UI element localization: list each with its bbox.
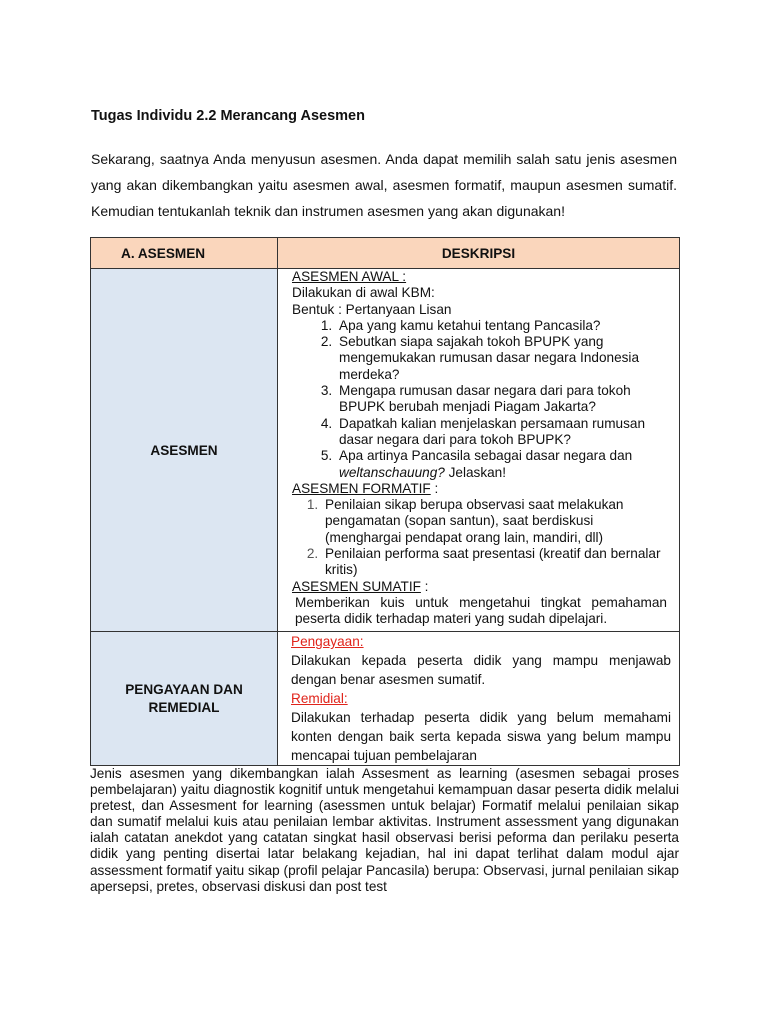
asesmen-sumatif-text: Memberikan kuis untuk mengetahui tingkat pemahaman peserta didik terhadap materi yang sudah dipelajari. <box>295 594 667 627</box>
colon: : <box>420 578 429 594</box>
asesmen-formatif-heading-line <box>292 481 667 497</box>
colon: : <box>430 480 439 496</box>
table-row <box>91 269 680 632</box>
row-label-line1: PENGAYAAN DAN <box>125 682 243 697</box>
asesmen-sumatif-heading-line <box>292 579 667 595</box>
formatif-list <box>292 497 667 578</box>
remedial-heading: Remidial: <box>291 691 348 706</box>
pengayaan-text: Dilakukan kepada peserta didik yang mampu menjawab dengan benar asesmen sumatif. <box>291 653 671 687</box>
remedial-text: Dilakukan terhadap peserta didik yang belum memahami konten dengan baik serta kepada siswa yang belum mampu mencapai tujuan pembelajaran <box>291 710 671 763</box>
list-item: 1. Apa yang kamu ketahui tentang Pancasila? <box>336 318 667 334</box>
row-label-line2: REMEDIAL <box>148 700 220 715</box>
header-deskripsi: DESKRIPSI <box>278 238 680 269</box>
asesmen-awal-heading: ASESMEN AWAL : <box>292 269 407 284</box>
list-item: 2. Sebutkan siapa sajakah tokoh BPUPK yang mengemukakan rumusan dasar negara Indonesia merdeka? <box>336 334 667 383</box>
asesmen-awal-line1: Dilakukan di awal KBM: <box>292 285 435 301</box>
row-label-pengayaan-remedial <box>91 632 278 766</box>
table-header-row <box>91 238 680 269</box>
footer-paragraph: Jenis asesmen yang dikembangkan ialah Assesment as learning (asesmen sebagai proses pembelajaran) yaitu diagnostik kognitif untuk mengetahui kemampuan dasar peserta didik melalui pretest, dan Assesment for learning (asessmen untuk belajar) Formatif melalui penilaian sikap dan sumatif melalui kuis atau penilaian lembar aktivitas. Instrument assessment yang digunakan ialah catatan anekdot yang catatan singkat hasil observasi berisi peforma dan perilaku peserta didik yang penting disertai latar belakang kejadian, hal ini dapat terlihat dalam modul ajar assessment formatif yaitu sikap (profil pelajar Pancasila) berupa: Observasi, jurnal penilaian sikap apersepsi, pretes, observasi diskusi dan post test <box>90 766 679 894</box>
page-title: Tugas Individu 2.2 Merancang Asesmen <box>91 108 365 124</box>
intro-paragraph: Sekarang, saatnya Anda menyusun asesmen. Anda dapat memilih salah satu jenis asesmen yang akan dikembangkan yaitu asesmen awal, asesmen formatif, maupun asesmen sumatif. Kemudian tentukanlah teknik dan instrumen asesmen yang akan digunakan! <box>91 151 677 219</box>
q5-tail: Jelaskan! <box>444 464 507 480</box>
list-item: 4. Dapatkah kalian menjelaskan persamaan rumusan dasar negara dari para tokoh BPUPK? <box>336 416 667 449</box>
question-list <box>292 318 667 481</box>
row-label-asesmen: ASESMEN <box>91 269 278 632</box>
table-row <box>91 632 680 766</box>
header-asesmen: A. ASESMEN <box>91 238 278 269</box>
pengayaan-remedial-description <box>278 632 680 766</box>
asesmen-table <box>90 237 680 766</box>
list-item: 3. Mengapa rumusan dasar negara dari para tokoh BPUPK berubah menjadi Piagam Jakarta? <box>336 383 667 416</box>
pengayaan-heading: Pengayaan: <box>291 634 364 649</box>
list-item: 2. Penilaian performa saat presentasi (kreatif dan bernalar kritis) <box>322 546 667 579</box>
q5-italic-term: weltanschauung? <box>339 464 445 480</box>
q5-text: Apa artinya Pancasila sebagai dasar negara dan <box>339 448 633 464</box>
asesmen-awal-line2: Bentuk : Pertanyaan Lisan <box>292 301 452 317</box>
list-item: 1. Penilaian sikap berupa observasi saat melakukan pengamatan (sopan santun), saat berdiskusi (menghargai pendapat orang lain, mandiri, dll) <box>322 497 667 546</box>
asesmen-description <box>278 269 680 632</box>
asesmen-formatif-heading: ASESMEN FORMATIF <box>292 480 431 496</box>
list-item <box>336 448 667 481</box>
asesmen-sumatif-heading: ASESMEN SUMATIF <box>292 578 421 594</box>
